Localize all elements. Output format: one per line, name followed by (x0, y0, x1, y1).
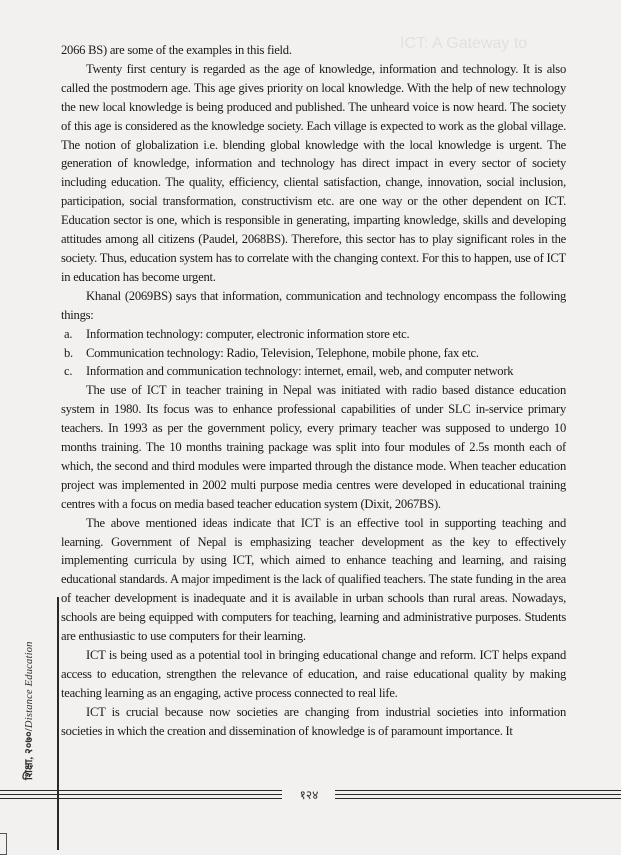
show-through-heading: ICT: A Gateway to (400, 35, 528, 52)
paragraph: Khanal (2069BS) says that information, communication and technology encompass the following things: (61, 288, 566, 322)
ict-components-list (61, 325, 566, 382)
body-text (61, 41, 566, 741)
list-marker: b. (64, 345, 73, 360)
margin-rule (57, 597, 59, 850)
paragraph: ICT is crucial because now societies are changing from industrial societies into information societies in which the creation and dissemination of knowledge is of paramount importance. It (61, 704, 566, 738)
list-marker: a. (64, 326, 73, 341)
section-name: Distance Education (24, 641, 35, 729)
page-number: १२४ (299, 788, 319, 802)
paragraph: 2066 BS) are some of the examples in this field. (61, 43, 292, 57)
footer-rule-left (0, 790, 282, 799)
paragraph: The above mentioned ideas indicate that ICT is an effective tool in supporting teaching and learning. Government of Nepal is emphasizing teacher development as the key to effectively implementing curricula by using ICT, which aimed to enhance teaching and learning, and raising educational standards. A major impediment is the lack of qualified teachers. The state funding in the area of teacher development is inadequate and it is available in urban schools than rural areas. Nowadays, schools are being equipped with computers for teaching, learning and administrative purposes. Students are enthusiastic to use computers for their learning. (61, 515, 566, 644)
list-item (61, 362, 566, 381)
paragraph: Twenty first century is regarded as the age of knowledge, information and technology. It is also called the postmodern age. This age gives priority on local knowledge. With the help of new technology the new local knowledge is being produced and published. The unheard voice is now heard. The society of this age is considered as the knowledge society. Each village is expected to work as the global village. The notion of globalization i.e. blending global knowledge with the local knowledge is urgent. The generation of knowledge, information and technology has direct impact in every sector of society including education. The quality, efficiency, cliental satisfaction, change, innovation, social inclusion, participation, social transformation, constructivism etc. are one way or the other dependent on ICT. Education sector is one, which is responsible in generating, imparting knowledge, skills and developing attitudes among all citizens (Paudel, 2068BS). Therefore, this sector has to play significant roles in the society. Thus, education system has to correlate with the changing context. For this to happen, use of ICT in education has become urgent. (61, 61, 566, 284)
paragraph: ICT is being used as a potential tool in bringing educational change and reform. ICT helps expand access to education, strengthen the relevance of education, and raise educational quality by making teaching learning as an engaging, active process connected to real life. (61, 648, 566, 700)
paragraph: The use of ICT in teacher training in Nepal was initiated with radio based distance education system in 1980. Its focus was to enhance professional capabilities of under SLC in-service primary teachers. In 1993 as per the government policy, every primary teacher was supposed to undergo 10 months training. The 10 months training package was split into four modules of 2.5s month each of which, the second and third modules were imparted through the distance mode. When teacher education project was implemented in 2002 multi purpose media centres were developed in educational training centres with a focus on media based teacher education system (Dixit, 2067BS). (61, 383, 566, 511)
list-item-text: Information and communication technology: internet, email, web, and computer network (86, 364, 514, 379)
list-item (61, 325, 566, 344)
margin-journal-label (22, 641, 36, 780)
list-item (61, 344, 566, 363)
journal-name: शिक्षा, २०७०/ (24, 728, 35, 780)
list-marker: c. (64, 364, 73, 379)
list-item-text: Communication technology: Radio, Television, Telephone, mobile phone, fax etc. (86, 345, 479, 360)
page-corner-mark (0, 833, 7, 855)
list-item-text: Information technology: computer, electronic information store etc. (86, 326, 410, 341)
footer-rule-right (335, 790, 621, 799)
